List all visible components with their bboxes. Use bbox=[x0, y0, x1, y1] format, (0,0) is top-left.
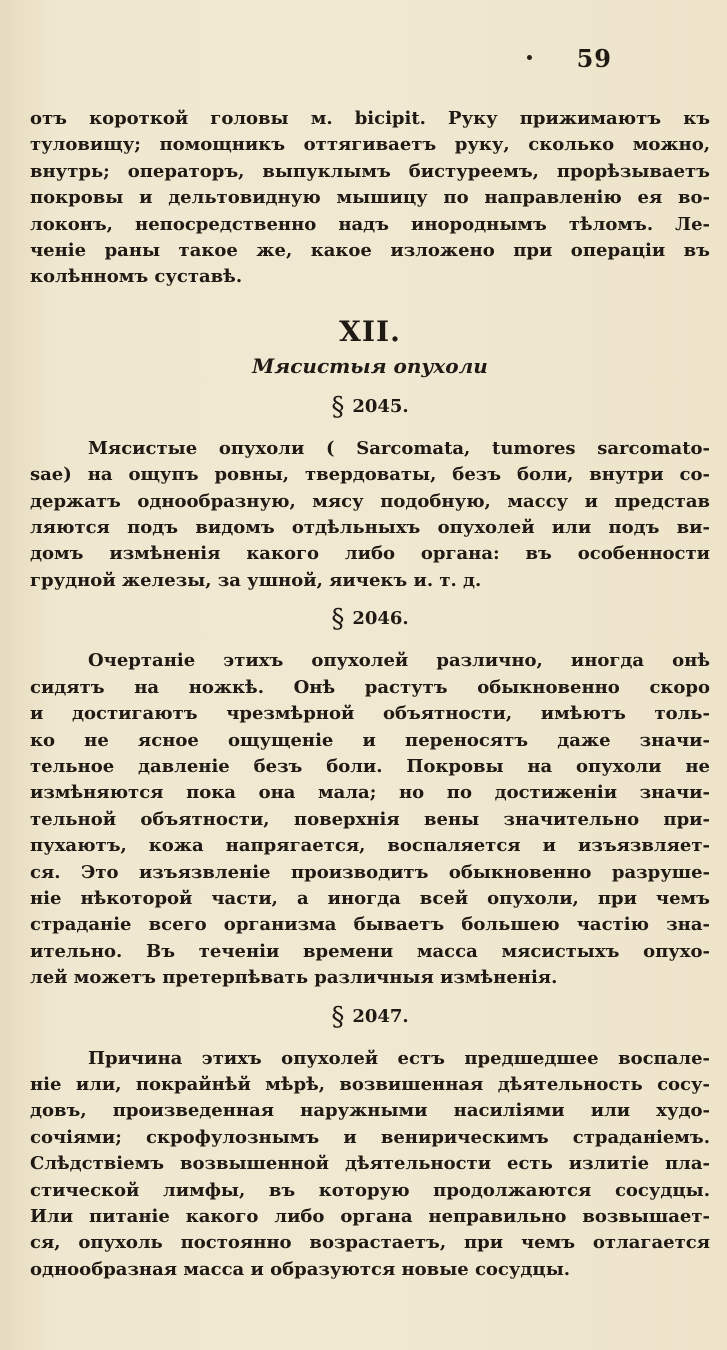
ink-dot bbox=[527, 55, 532, 60]
section-symbol: § bbox=[331, 604, 345, 635]
text-line: тельной объятности, поверхнія вены значительно при- bbox=[30, 808, 710, 830]
section-number: 2047. bbox=[352, 1005, 409, 1027]
section-2045 bbox=[30, 392, 710, 594]
page-content bbox=[30, 106, 710, 1283]
text-line: сочіями; скрофулознымъ и венирическимъ страданіемъ. bbox=[30, 1126, 710, 1148]
section-heading bbox=[30, 1002, 710, 1032]
chapter-title: Мясистыя опухоли bbox=[252, 353, 488, 378]
section-symbol: § bbox=[331, 1001, 345, 1032]
text-line: ніе нѣкоторой части, а иногда всей опухоли, при чемъ bbox=[30, 887, 710, 909]
intro-paragraph bbox=[30, 106, 710, 291]
text-line: грудной железы, за ушной, яичекъ и. т. д. bbox=[30, 569, 482, 591]
text-line: держатъ однообразную, мясу подобную, массу и представ bbox=[30, 490, 710, 512]
text-line: sae) на ощупъ ровны, твердоваты, безъ боли, внутри со- bbox=[30, 464, 710, 486]
section-paragraph bbox=[30, 1046, 710, 1284]
section-2047 bbox=[30, 1002, 710, 1284]
text-line: сидятъ на ножкѣ. Онѣ растутъ обыкновенно скоро bbox=[30, 676, 710, 698]
text-line: колѣнномъ суставѣ. bbox=[30, 266, 243, 288]
text-line: ительно. Въ теченіи времени масса мясистыхъ опухо- bbox=[30, 940, 710, 962]
text-line: Очертаніе этихъ опухолей различно, иногда онѣ bbox=[88, 650, 710, 672]
text-line: отъ короткой головы м. bicipit. Руку прижимаютъ къ bbox=[30, 108, 710, 129]
text-line: однообразная масса и образуются новые сосудцы. bbox=[30, 1258, 571, 1280]
section-heading bbox=[30, 604, 710, 634]
text-line: страданіе всего организма бываетъ большею частію зна- bbox=[30, 914, 710, 936]
text-line: пухаютъ, кожа напрягается, воспаляется и изъязвляет- bbox=[30, 835, 710, 857]
text-line: Слѣдствіемъ возвышенной дѣятельности есть излитіе пла- bbox=[30, 1153, 710, 1175]
section-number: 2045. bbox=[352, 395, 409, 417]
text-line: довъ, произведенная наружными насиліями или худо- bbox=[30, 1100, 710, 1122]
chapter-numeral: XII. bbox=[339, 314, 401, 348]
section-number: 2046. bbox=[352, 608, 409, 630]
text-line: стической лимфы, въ которую продолжаются сосудцы. bbox=[30, 1179, 710, 1201]
text-line: покровы и дельтовидную мышицу по направленію ея во- bbox=[30, 187, 710, 209]
text-line: ляются подъ видомъ отдѣльныхъ опухолей или подъ ви- bbox=[30, 517, 710, 539]
section-2046 bbox=[30, 604, 710, 991]
text-line: ся. Это изъязвленіе производитъ обыкновенно разруше- bbox=[30, 861, 710, 883]
text-line: Причина этихъ опухолей естъ предшедшее воспале- bbox=[88, 1047, 710, 1069]
text-line: ко не ясное ощущеніе и переносятъ даже значи- bbox=[30, 729, 710, 751]
page-number: 59 bbox=[576, 44, 612, 73]
text-line: измѣняются пока она мала; но по достиженіи значи- bbox=[30, 782, 710, 804]
text-line: лей можетъ претерпѣвать различныя измѣненія. bbox=[30, 967, 558, 989]
text-line: Или питаніе какого либо органа неправильно возвышает- bbox=[30, 1206, 710, 1227]
text-line: тельное давленіе безъ боли. Покровы на опухоли не bbox=[30, 755, 710, 777]
text-line: ся, опухоль постоянно возрастаетъ, при чемъ отлагается bbox=[30, 1232, 710, 1254]
section-heading bbox=[30, 392, 710, 422]
section-paragraph bbox=[30, 648, 710, 991]
text-line: внутрь; операторъ, выпуклымъ бистуреемъ, прорѣзываетъ bbox=[30, 160, 710, 182]
text-line: ніе или, покрайнѣй мѣрѣ, возвишенная дѣятельность сосу- bbox=[30, 1073, 710, 1095]
text-line: локонъ, непосредственно надъ инороднымъ тѣломъ. Ле- bbox=[30, 213, 710, 235]
text-line: домъ измѣненія какого либо органа: въ особенности bbox=[30, 543, 710, 565]
text-line: ченіе раны такое же, какое изложено при операціи въ bbox=[30, 240, 710, 262]
text-line: и достигаютъ чрезмѣрной объятности, имѣютъ толь- bbox=[30, 703, 710, 725]
text-line: туловищу; помощникъ оттягиваетъ руку, сколько можно, bbox=[30, 134, 710, 156]
text-line: Мясистые опухоли ( Sarcomata, tumores sarcomato- bbox=[88, 437, 710, 459]
section-symbol: § bbox=[331, 391, 345, 422]
section-paragraph bbox=[30, 436, 710, 594]
